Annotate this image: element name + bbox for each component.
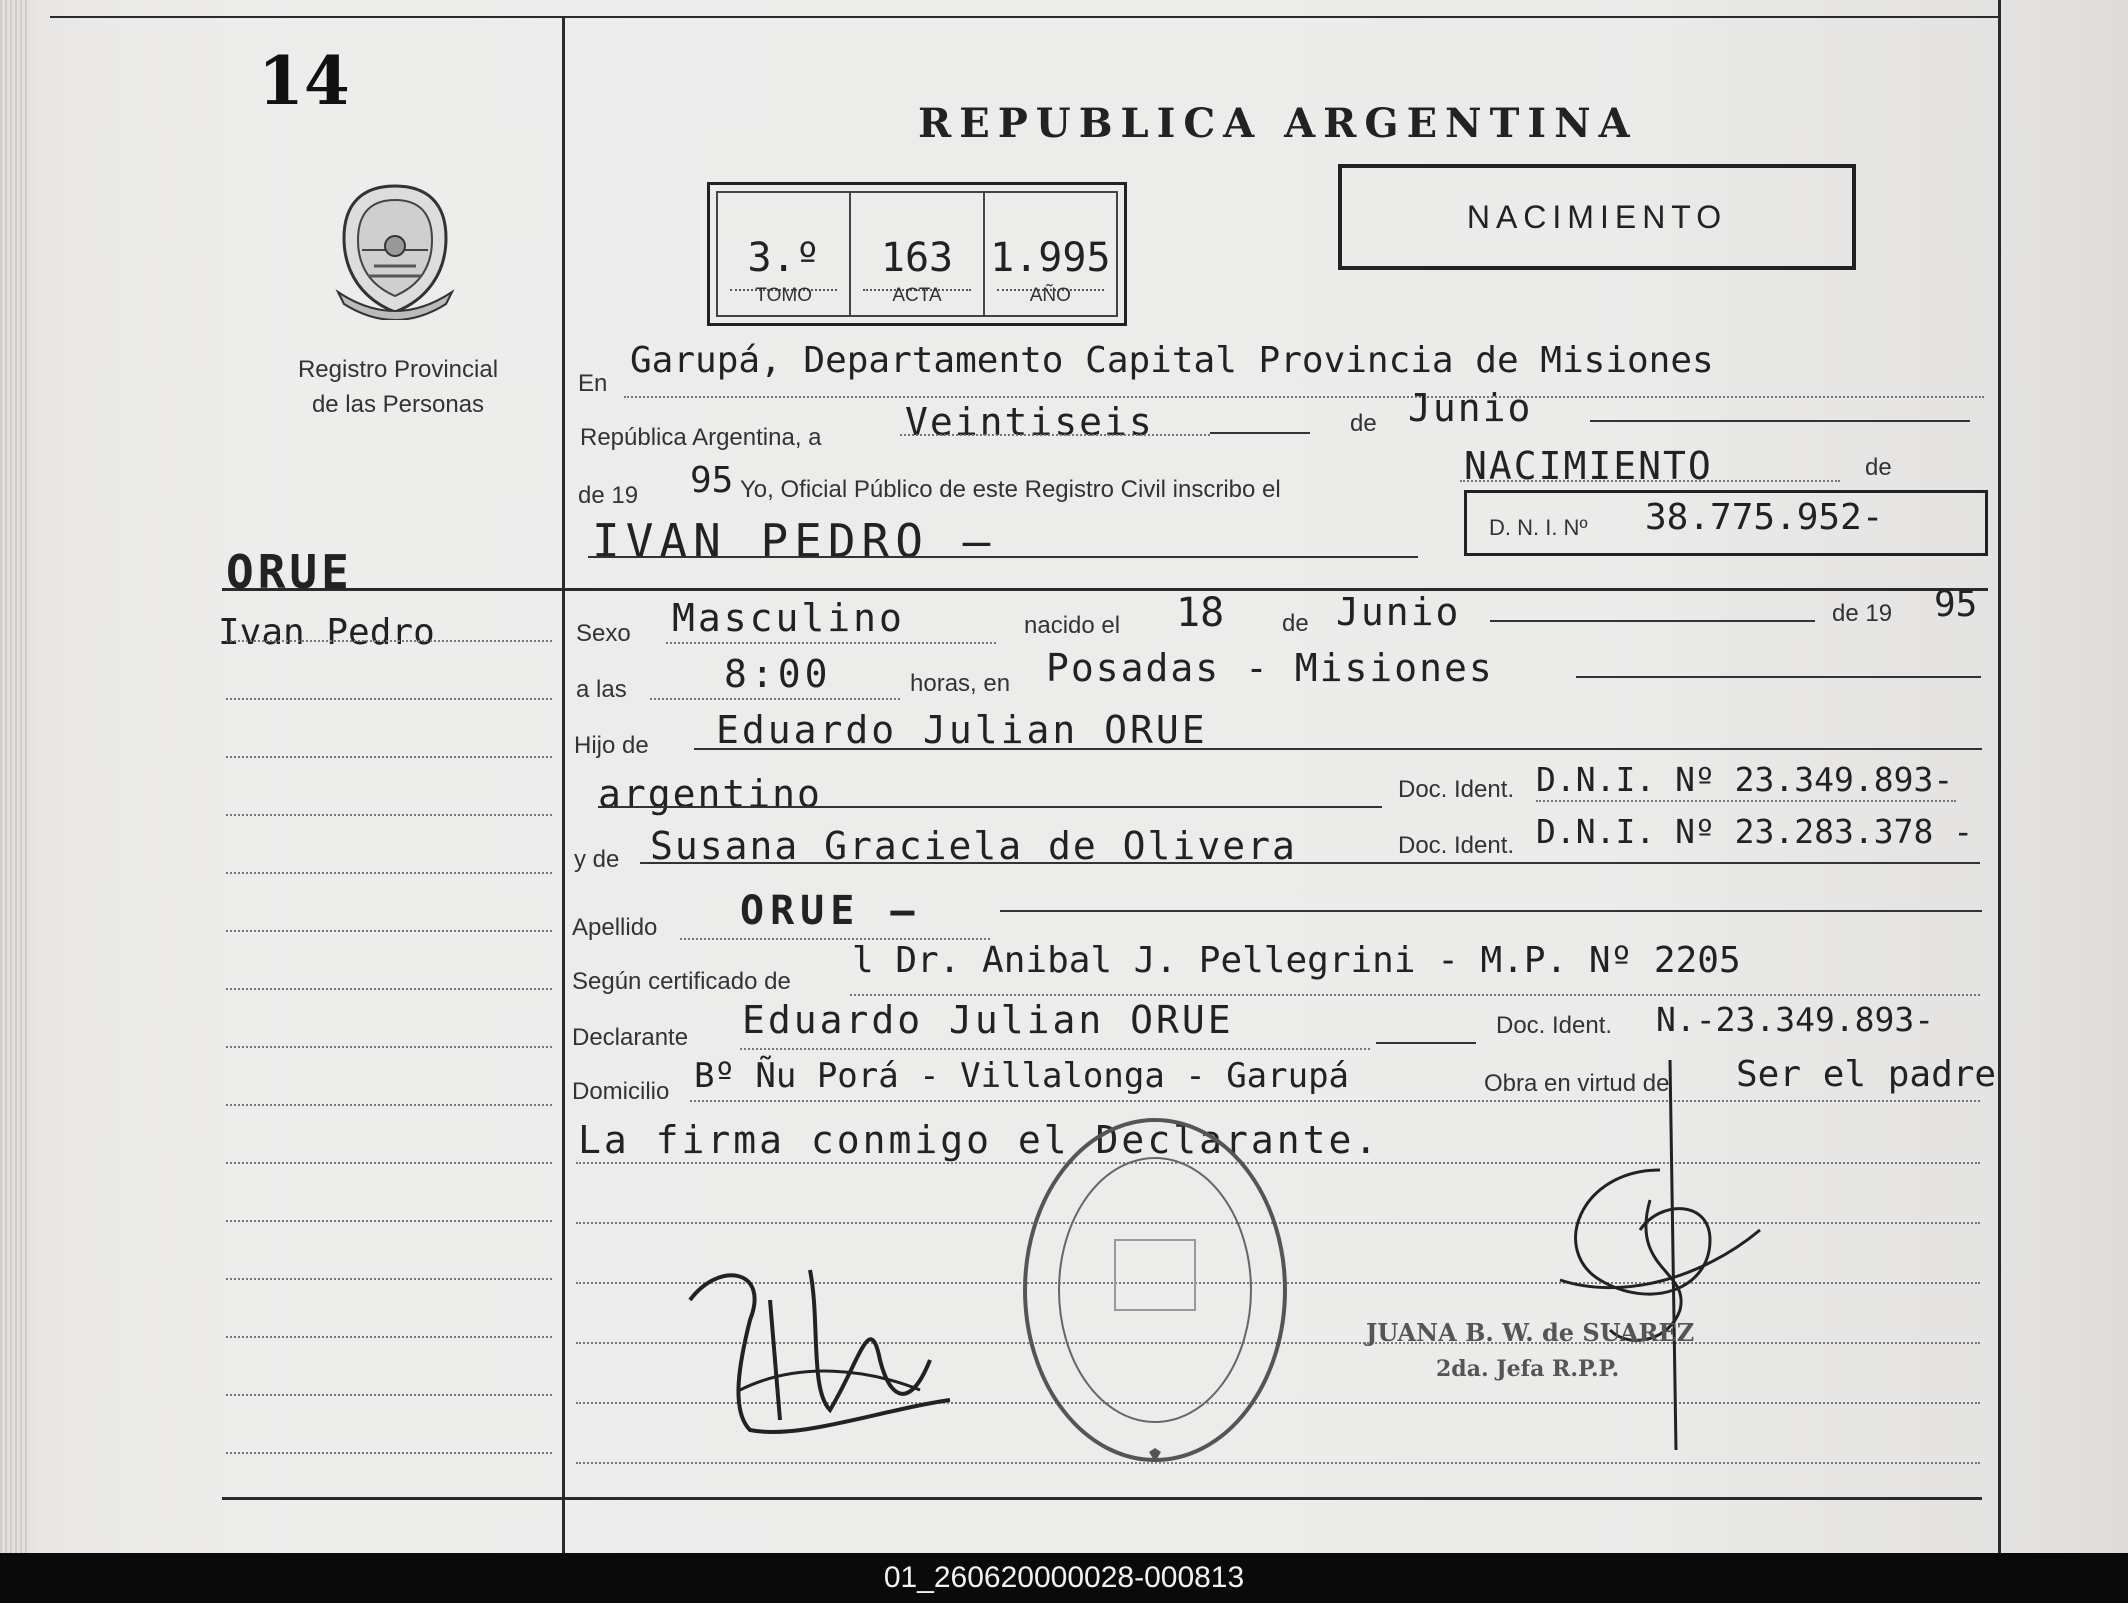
margin-line bbox=[226, 1046, 552, 1048]
provincial-emblem-icon bbox=[334, 180, 456, 320]
mother-doc: D.N.I. Nº 23.283.378 - bbox=[1536, 812, 1974, 851]
right-signature-icon bbox=[1540, 1050, 1770, 1470]
certificate-type-box: NACIMIENTO bbox=[1338, 164, 1856, 270]
domicilio-label: Domicilio bbox=[572, 1078, 670, 1105]
apellido-label: Apellido bbox=[572, 914, 658, 941]
domicilio-value: Bº Ñu Porá - Villalonga - Garupá bbox=[694, 1056, 1350, 1096]
de-label-3: de bbox=[1282, 610, 1309, 637]
margin-line bbox=[226, 756, 552, 758]
form-line bbox=[1000, 910, 1982, 912]
sexo-label: Sexo bbox=[576, 620, 631, 647]
top-border bbox=[50, 16, 2000, 18]
page-edge bbox=[0, 0, 28, 1553]
obra-value: Ser el padre bbox=[1736, 1054, 1997, 1095]
form-line bbox=[1376, 1042, 1476, 1044]
yde-label: y de bbox=[574, 846, 620, 873]
doc-label: Doc. Ident. bbox=[1398, 776, 1515, 803]
dni-value: 38.775.952- bbox=[1645, 497, 1884, 538]
en-label: En bbox=[578, 370, 608, 397]
margin-line bbox=[226, 1394, 552, 1396]
de-label-2: de bbox=[1865, 454, 1892, 481]
apellido-value: ORUE — bbox=[740, 888, 921, 934]
margin-line bbox=[226, 1162, 552, 1164]
official-title: 2da. Jefa R.P.P. bbox=[1436, 1356, 1620, 1382]
form-line bbox=[1590, 420, 1970, 422]
doc-label-2: Doc. Ident. bbox=[1398, 832, 1515, 859]
form-line bbox=[666, 642, 996, 644]
alas-label: a las bbox=[576, 676, 627, 703]
registry-line-1: Registro Provincial bbox=[297, 356, 499, 383]
de19-label: de 19 bbox=[1832, 600, 1893, 627]
image-id-footer: 01_260620000028-000813 bbox=[883, 1561, 1245, 1594]
record-box bbox=[707, 182, 1127, 326]
form-line bbox=[694, 748, 1982, 750]
page-number: 14 bbox=[258, 42, 350, 120]
margin-line bbox=[226, 698, 552, 700]
margin-surname: ORUE bbox=[226, 545, 353, 599]
yo-text: Yo, Oficial Público de este Registro Civil inscribo el bbox=[740, 476, 1281, 503]
form-line bbox=[650, 698, 900, 700]
country-title: REPUBLICA ARGENTINA bbox=[918, 100, 1638, 147]
doc-label-3: Doc. Ident. bbox=[1496, 1012, 1613, 1039]
obra-label: Obra en virtud de bbox=[1484, 1070, 1670, 1097]
tomo-label: TOMO bbox=[755, 285, 812, 306]
year-prefix: de 19 bbox=[578, 482, 639, 509]
form-line bbox=[598, 806, 1382, 808]
firma-text: La firma conmigo el Declarante. bbox=[578, 1118, 1381, 1162]
bottom-rule bbox=[222, 1497, 1982, 1500]
registry-name bbox=[258, 352, 538, 422]
declarante-doc: N.-23.349.893- bbox=[1656, 1000, 1935, 1039]
birth-day: 18 bbox=[1176, 590, 1225, 636]
margin-line bbox=[226, 1220, 552, 1222]
form-line bbox=[624, 396, 1984, 398]
form-line bbox=[1490, 620, 1815, 622]
margin-line bbox=[226, 640, 552, 642]
tomo-cell bbox=[718, 193, 851, 315]
birth-year: 95 bbox=[1934, 584, 1978, 625]
registry-stamp-icon bbox=[1015, 1110, 1295, 1470]
birth-place: Posadas - Misiones bbox=[1046, 646, 1494, 690]
form-line bbox=[1536, 800, 1956, 802]
child-name: IVAN PEDRO — bbox=[592, 514, 997, 568]
acta-value: 163 bbox=[880, 235, 954, 281]
anio-cell bbox=[985, 193, 1116, 315]
form-line bbox=[900, 434, 1210, 436]
certificate-value: l Dr. Anibal J. Pellegrini - M.P. Nº 2205 bbox=[852, 940, 1741, 981]
segun-label: Según certificado de bbox=[572, 968, 791, 995]
republica-label: República Argentina, a bbox=[580, 424, 822, 451]
margin-line bbox=[226, 930, 552, 932]
form-line bbox=[1460, 480, 1840, 482]
sexo-value: Masculino bbox=[672, 596, 905, 640]
dni-box bbox=[1464, 490, 1988, 556]
acta-cell bbox=[851, 193, 984, 315]
anio-label: AÑO bbox=[1029, 285, 1071, 306]
form-line bbox=[1210, 432, 1310, 434]
registry-line-2: de las Personas bbox=[311, 391, 485, 418]
margin-line bbox=[226, 1452, 552, 1454]
form-line bbox=[1576, 676, 1981, 678]
margin-names: Ivan Pedro bbox=[218, 612, 435, 653]
de-label: de bbox=[1350, 410, 1377, 437]
mother-name: Susana Graciela de Olivera bbox=[650, 824, 1297, 868]
margin-line bbox=[226, 988, 552, 990]
form-line bbox=[850, 994, 1980, 996]
anio-value: 1.995 bbox=[990, 235, 1111, 281]
form-line bbox=[588, 556, 1418, 558]
declarante-label: Declarante bbox=[572, 1024, 689, 1051]
father-nationality: argentino bbox=[598, 772, 822, 816]
margin-divider bbox=[562, 18, 565, 1553]
acta-label: ACTA bbox=[892, 285, 942, 306]
left-signature-icon bbox=[680, 1240, 980, 1460]
right-border bbox=[1998, 0, 2001, 1553]
dni-label: D. N. I. Nº bbox=[1489, 515, 1588, 540]
father-name: Eduardo Julian ORUE bbox=[716, 708, 1208, 752]
name-divider bbox=[222, 588, 1988, 591]
year-suffix: 95 bbox=[690, 460, 734, 501]
birth-month: Junio bbox=[1336, 590, 1461, 634]
margin-line bbox=[226, 872, 552, 874]
tomo-value: 3.º bbox=[747, 235, 820, 281]
father-doc: D.N.I. Nº 23.349.893- bbox=[1536, 760, 1954, 799]
day-words: Veintiseis bbox=[905, 400, 1154, 444]
nacido-label: nacido el bbox=[1024, 612, 1121, 639]
margin-line bbox=[226, 1336, 552, 1338]
form-line bbox=[640, 862, 1980, 864]
hijo-label: Hijo de bbox=[574, 732, 649, 759]
margin-line bbox=[226, 1278, 552, 1280]
form-line bbox=[690, 1100, 1980, 1102]
official-name: JUANA B. W. de SUAREZ bbox=[1366, 1318, 1695, 1347]
time-value: 8:00 bbox=[724, 652, 832, 696]
margin-line bbox=[226, 1104, 552, 1106]
margin-line bbox=[226, 814, 552, 816]
horas-label: horas, en bbox=[910, 670, 1011, 697]
place-value: Garupá, Departamento Capital Provincia de Misiones bbox=[630, 340, 1714, 381]
act-type: NACIMIENTO bbox=[1464, 444, 1713, 488]
form-line bbox=[740, 1048, 1370, 1050]
month-value: Junio bbox=[1408, 386, 1533, 430]
declarante-value: Eduardo Julian ORUE bbox=[742, 998, 1234, 1042]
